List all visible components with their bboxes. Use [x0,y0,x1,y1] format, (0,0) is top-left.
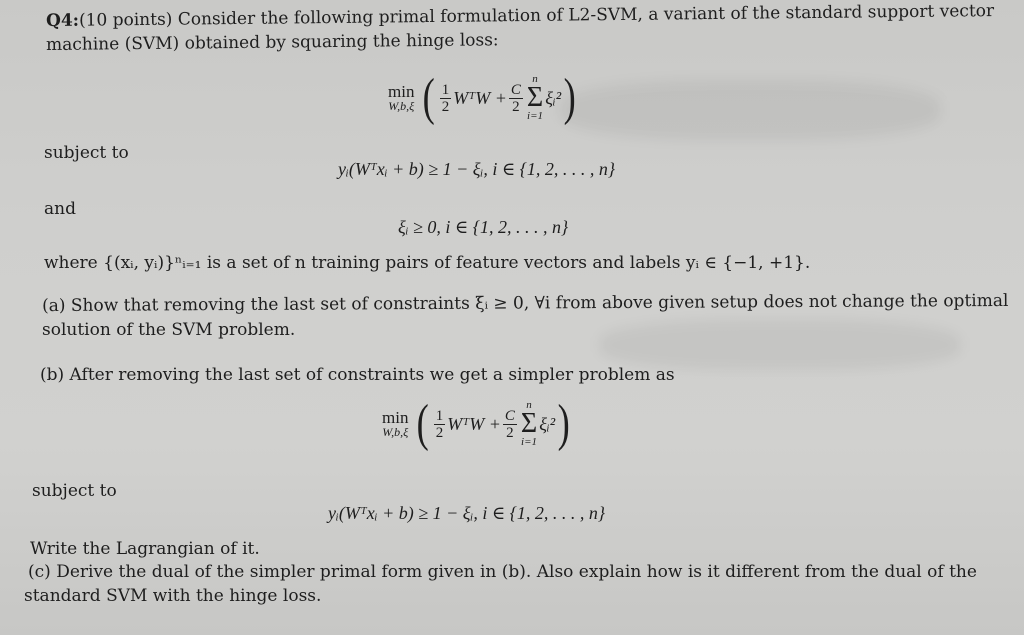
part-a-line2: solution of the SVM problem. [42,320,296,340]
part-c-line1: (c) Derive the dual of the simpler primal form given in (b). Also explain how is it different from the dual of the [28,562,977,582]
question-intro-line1 [46,2,994,31]
quadratic-term: WᵀW + [447,413,501,434]
where-statement: where {(xᵢ, yᵢ)}ⁿᵢ₌₁ is a set of n training pairs of feature vectors and labels yᵢ ∈ {−1, +1}. [44,253,811,273]
objective-formula-1 [388,69,578,126]
lagrangian-prompt: Write the Lagrangian of it. [30,539,260,559]
part-b-statement: (b) After removing the last set of constraints we get a simpler problem as [40,365,675,385]
slack-square-term: ξᵢ² [545,87,562,108]
subject-to-label-2: subject to [32,481,117,501]
part-c-line2: standard SVM with the hinge loss. [24,586,322,606]
fraction-c-half: $\frac{C}{2}$ [504,407,515,441]
summation: n Σ i=1 [526,73,544,122]
right-paren: ) [557,395,570,452]
min-operator: min W,b,ξ [382,408,409,439]
and-label: and [44,199,76,219]
fraction-half: $\frac{1}{2}$ [435,407,444,441]
margin-constraint-2: yᵢ(Wᵀxᵢ + b) ≥ 1 − ξᵢ, i ∈ {1, 2, . . . , n} [328,503,606,523]
fraction-c-half: $\frac{C}{2}$ [510,81,521,115]
left-paren: ( [417,395,430,452]
fraction-half: $\frac{1}{2}$ [441,81,450,115]
margin-constraint: yᵢ(Wᵀxᵢ + b) ≥ 1 − ξᵢ, i ∈ {1, 2, . . . , n} [338,159,616,179]
part-a-line1: (a) Show that removing the last set of constraints ξᵢ ≥ 0, ∀i from above given setup does not change the optimal [41,290,1009,316]
subject-to-label: subject to [44,143,129,163]
bleed-through-shadow [600,320,960,370]
left-paren: ( [423,69,436,126]
quadratic-term: WᵀW + [453,87,507,108]
question-intro-text: (10 points) Consider the following primal formulation of L2-SVM, a variant of the standard support vector [78,1,995,31]
bleed-through-shadow [560,80,940,140]
right-paren: ) [563,69,576,126]
objective-formula-2 [382,395,572,452]
min-operator: min W,b,ξ [388,82,415,113]
nonnegativity-constraint: ξᵢ ≥ 0, i ∈ {1, 2, . . . , n} [398,217,569,237]
question-number: Q4: [45,10,80,31]
question-intro-line2: machine (SVM) obtained by squaring the hinge loss: [45,30,499,55]
summation: n Σ i=1 [520,399,538,448]
slack-square-term: ξᵢ² [539,413,556,434]
